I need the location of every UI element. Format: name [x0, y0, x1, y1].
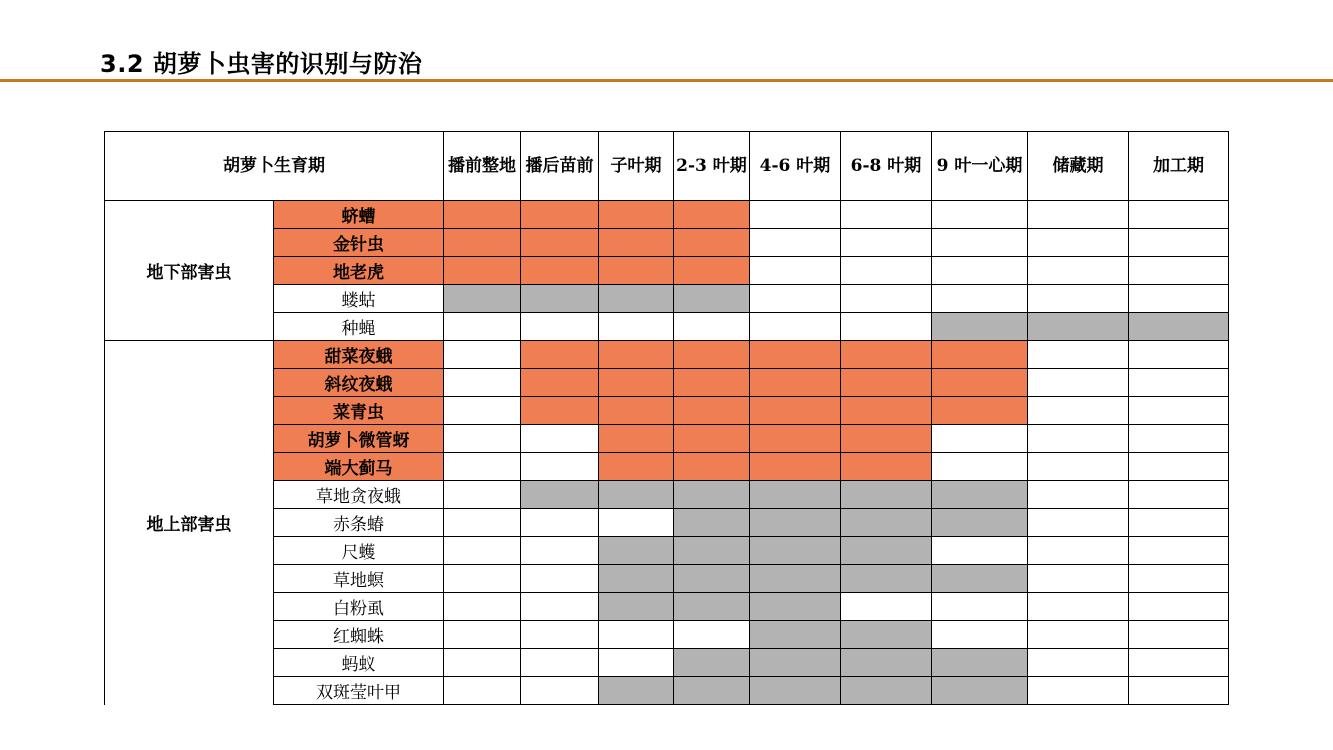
period-cell-empty: [1129, 397, 1229, 425]
period-cell-major: [444, 201, 521, 229]
period-cell-empty: [599, 509, 674, 537]
period-cell-empty: [444, 621, 521, 649]
table-row: [105, 229, 1229, 257]
period-cell-minor: [674, 285, 750, 313]
stage-header-cell: 6-8 叶期: [841, 132, 932, 201]
period-cell-empty: [444, 537, 521, 565]
period-cell-major: [599, 425, 674, 453]
period-cell-empty: [841, 313, 932, 341]
period-cell-minor: [932, 509, 1028, 537]
period-cell-empty: [521, 677, 599, 705]
period-cell-empty: [750, 285, 841, 313]
period-cell-major: [750, 425, 841, 453]
period-cell-minor: [841, 509, 932, 537]
period-cell-empty: [444, 341, 521, 369]
stage-header-cell: 播前整地: [444, 132, 521, 201]
table-row: [105, 509, 1229, 537]
period-cell-minor: [674, 481, 750, 509]
period-cell-minor: [599, 565, 674, 593]
period-cell-empty: [444, 369, 521, 397]
period-cell-minor: [750, 481, 841, 509]
table-row: [105, 537, 1229, 565]
period-cell-minor: [521, 481, 599, 509]
period-cell-minor: [841, 621, 932, 649]
period-cell-minor: [841, 649, 932, 677]
period-cell-empty: [674, 621, 750, 649]
period-cell-major: [841, 425, 932, 453]
table-row: [105, 257, 1229, 285]
period-cell-empty: [1129, 425, 1229, 453]
period-cell-major: [674, 453, 750, 481]
period-cell-empty: [1129, 649, 1229, 677]
table-row: [105, 621, 1229, 649]
pest-name: 红蜘蛛: [274, 621, 444, 649]
pest-group-label: 地上部害虫: [105, 341, 274, 705]
pest-name: 蛴螬: [274, 201, 444, 229]
period-cell-major: [674, 341, 750, 369]
period-cell-empty: [1028, 229, 1129, 257]
table-row: [105, 425, 1229, 453]
period-cell-major: [841, 341, 932, 369]
pest-group-label: 地下部害虫: [105, 201, 274, 341]
period-cell-empty: [521, 425, 599, 453]
table-row: [105, 341, 1229, 369]
period-cell-empty: [932, 621, 1028, 649]
stage-header-cell: 子叶期: [599, 132, 674, 201]
pest-calendar-table: [104, 131, 1229, 705]
period-cell-empty: [444, 649, 521, 677]
period-cell-empty: [1129, 621, 1229, 649]
period-cell-minor: [750, 621, 841, 649]
pest-name: 地老虎: [274, 257, 444, 285]
period-cell-major: [674, 397, 750, 425]
period-cell-empty: [1028, 537, 1129, 565]
period-cell-minor: [841, 481, 932, 509]
pest-name: 草地贪夜蛾: [274, 481, 444, 509]
period-cell-major: [521, 229, 599, 257]
period-cell-major: [750, 453, 841, 481]
period-cell-minor: [674, 565, 750, 593]
period-cell-empty: [521, 313, 599, 341]
pest-name: 尺蠖: [274, 537, 444, 565]
pest-name: 草地螟: [274, 565, 444, 593]
period-cell-minor: [674, 677, 750, 705]
period-cell-minor: [932, 677, 1028, 705]
period-cell-empty: [1129, 509, 1229, 537]
table-row: [105, 313, 1229, 341]
period-cell-minor: [841, 565, 932, 593]
period-cell-empty: [932, 453, 1028, 481]
table-row: [105, 201, 1229, 229]
period-cell-minor: [521, 285, 599, 313]
period-cell-empty: [444, 397, 521, 425]
stage-header-cell: 加工期: [1129, 132, 1229, 201]
period-cell-major: [599, 397, 674, 425]
table-row: [105, 453, 1229, 481]
pest-name: 斜纹夜蛾: [274, 369, 444, 397]
period-cell-minor: [750, 565, 841, 593]
period-cell-major: [674, 369, 750, 397]
period-cell-empty: [521, 509, 599, 537]
period-cell-empty: [932, 425, 1028, 453]
stage-header: 胡萝卜生育期: [105, 132, 444, 201]
period-cell-major: [932, 397, 1028, 425]
period-cell-empty: [1028, 425, 1129, 453]
period-cell-major: [750, 369, 841, 397]
period-cell-minor: [932, 481, 1028, 509]
period-cell-empty: [521, 537, 599, 565]
pest-table-body: [105, 201, 1229, 705]
period-cell-empty: [521, 565, 599, 593]
period-cell-minor: [750, 649, 841, 677]
period-cell-major: [841, 369, 932, 397]
period-cell-empty: [841, 257, 932, 285]
period-cell-empty: [444, 313, 521, 341]
period-cell-empty: [750, 229, 841, 257]
period-cell-major: [750, 397, 841, 425]
pest-name: 双斑莹叶甲: [274, 677, 444, 705]
period-cell-empty: [932, 593, 1028, 621]
period-cell-empty: [521, 453, 599, 481]
period-cell-minor: [750, 677, 841, 705]
period-cell-major: [750, 341, 841, 369]
period-cell-empty: [1129, 229, 1229, 257]
period-cell-minor: [674, 509, 750, 537]
period-cell-major: [599, 257, 674, 285]
period-cell-empty: [444, 481, 521, 509]
period-cell-minor: [750, 509, 841, 537]
pest-calendar-table-container: [104, 131, 1229, 705]
period-cell-empty: [1129, 369, 1229, 397]
header-row: [105, 132, 1229, 201]
period-cell-minor: [750, 593, 841, 621]
period-cell-empty: [841, 229, 932, 257]
period-cell-major: [599, 369, 674, 397]
period-cell-empty: [521, 649, 599, 677]
period-cell-major: [841, 397, 932, 425]
period-cell-empty: [1028, 509, 1129, 537]
period-cell-empty: [1129, 481, 1229, 509]
stage-header-cell: 4-6 叶期: [750, 132, 841, 201]
period-cell-major: [521, 257, 599, 285]
period-cell-empty: [1129, 341, 1229, 369]
period-cell-empty: [674, 313, 750, 341]
table-row: [105, 397, 1229, 425]
period-cell-empty: [932, 229, 1028, 257]
period-cell-major: [521, 369, 599, 397]
period-cell-empty: [444, 509, 521, 537]
table-row: [105, 677, 1229, 705]
stage-header-cell: 储藏期: [1028, 132, 1129, 201]
period-cell-minor: [932, 565, 1028, 593]
period-cell-empty: [750, 313, 841, 341]
table-row: [105, 565, 1229, 593]
period-cell-empty: [1028, 593, 1129, 621]
period-cell-major: [599, 341, 674, 369]
period-cell-major: [841, 453, 932, 481]
pest-name: 菜青虫: [274, 397, 444, 425]
period-cell-minor: [599, 285, 674, 313]
period-cell-empty: [1129, 565, 1229, 593]
period-cell-empty: [1028, 565, 1129, 593]
period-cell-minor: [444, 285, 521, 313]
period-cell-empty: [932, 257, 1028, 285]
period-cell-empty: [521, 621, 599, 649]
period-cell-empty: [1028, 649, 1129, 677]
period-cell-major: [932, 369, 1028, 397]
period-cell-empty: [750, 201, 841, 229]
period-cell-minor: [674, 593, 750, 621]
stage-header-cell: 9 叶一心期: [932, 132, 1028, 201]
period-cell-empty: [1028, 621, 1129, 649]
period-cell-major: [444, 257, 521, 285]
period-cell-empty: [444, 677, 521, 705]
pest-name: 金针虫: [274, 229, 444, 257]
period-cell-empty: [1129, 257, 1229, 285]
period-cell-empty: [1028, 341, 1129, 369]
period-cell-empty: [1028, 285, 1129, 313]
pest-name: 甜菜夜蛾: [274, 341, 444, 369]
period-cell-minor: [932, 649, 1028, 677]
period-cell-empty: [841, 285, 932, 313]
table-row: [105, 649, 1229, 677]
period-cell-empty: [932, 201, 1028, 229]
period-cell-empty: [1028, 481, 1129, 509]
period-cell-major: [674, 257, 750, 285]
period-cell-minor: [674, 649, 750, 677]
period-cell-empty: [1028, 677, 1129, 705]
period-cell-empty: [1028, 453, 1129, 481]
pest-name: 白粉虱: [274, 593, 444, 621]
pest-name: 赤条蝽: [274, 509, 444, 537]
period-cell-empty: [1129, 453, 1229, 481]
period-cell-major: [599, 201, 674, 229]
period-cell-empty: [444, 565, 521, 593]
period-cell-minor: [841, 677, 932, 705]
period-cell-minor: [599, 481, 674, 509]
stage-header-cell: 播后苗前: [521, 132, 599, 201]
table-row: [105, 285, 1229, 313]
period-cell-major: [599, 229, 674, 257]
period-cell-empty: [932, 537, 1028, 565]
period-cell-empty: [841, 201, 932, 229]
pest-name: 蚂蚁: [274, 649, 444, 677]
period-cell-major: [674, 229, 750, 257]
stage-header-cell: 2-3 叶期: [674, 132, 750, 201]
period-cell-major: [599, 453, 674, 481]
period-cell-empty: [1129, 285, 1229, 313]
period-cell-empty: [1129, 593, 1229, 621]
period-cell-empty: [444, 453, 521, 481]
period-cell-empty: [750, 257, 841, 285]
period-cell-empty: [1028, 201, 1129, 229]
period-cell-minor: [1028, 313, 1129, 341]
period-cell-empty: [599, 621, 674, 649]
period-cell-empty: [1028, 369, 1129, 397]
period-cell-major: [444, 229, 521, 257]
period-cell-minor: [750, 537, 841, 565]
period-cell-empty: [1129, 201, 1229, 229]
pest-name: 端大蓟马: [274, 453, 444, 481]
title-divider: [0, 79, 1333, 82]
period-cell-minor: [1129, 313, 1229, 341]
period-cell-minor: [599, 537, 674, 565]
period-cell-major: [932, 341, 1028, 369]
period-cell-empty: [1129, 677, 1229, 705]
period-cell-empty: [599, 649, 674, 677]
period-cell-major: [521, 341, 599, 369]
period-cell-major: [674, 201, 750, 229]
period-cell-minor: [932, 313, 1028, 341]
table-row: [105, 481, 1229, 509]
period-cell-major: [521, 397, 599, 425]
period-cell-empty: [521, 593, 599, 621]
period-cell-empty: [1028, 397, 1129, 425]
period-cell-empty: [444, 425, 521, 453]
period-cell-minor: [599, 677, 674, 705]
table-row: [105, 593, 1229, 621]
pest-name: 种蝇: [274, 313, 444, 341]
page-title: 3.2 胡萝卜虫害的识别与防治: [100, 50, 423, 78]
pest-name: 蝼蛄: [274, 285, 444, 313]
period-cell-empty: [599, 313, 674, 341]
period-cell-empty: [444, 593, 521, 621]
period-cell-minor: [841, 537, 932, 565]
period-cell-minor: [599, 593, 674, 621]
period-cell-empty: [1028, 257, 1129, 285]
period-cell-minor: [674, 537, 750, 565]
period-cell-empty: [932, 285, 1028, 313]
period-cell-major: [674, 425, 750, 453]
period-cell-empty: [841, 593, 932, 621]
pest-name: 胡萝卜微管蚜: [274, 425, 444, 453]
table-row: [105, 369, 1229, 397]
period-cell-empty: [1129, 537, 1229, 565]
period-cell-major: [521, 201, 599, 229]
